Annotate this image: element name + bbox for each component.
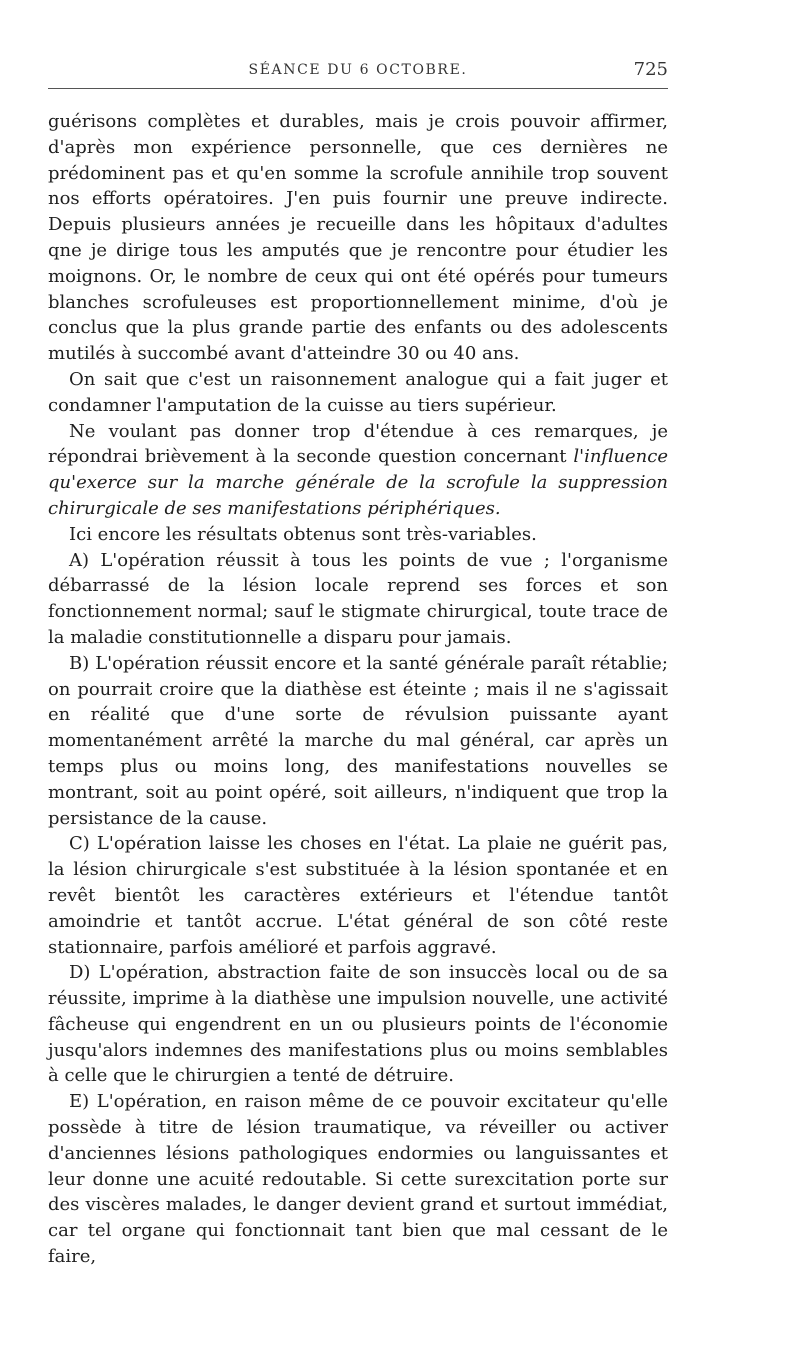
paragraph-results-variable: Ici encore les résultats obtenus sont très-variables. <box>69 523 537 545</box>
paragraph-case-b: B) L'opération réussit encore et la santé générale paraît rétablie; on pourrait croire que la diathèse est éteinte ; mais il ne s'agissait en réalité que d'une sorte de révulsion puissante ayant momentanément arrêté la marche du mal général, car après un temps plus ou moins long, des manifestations nouvelles se montrant, soit au point opéré, soit ailleurs, n'indiquent que trop la persistance de la cause. <box>48 652 668 829</box>
page-number: 725 <box>633 59 668 80</box>
paragraph-second-question <box>48 419 668 522</box>
paragraph-continuation: guérisons complètes et durables, mais je crois pouvoir affirmer, d'après mon expérience personnelle, que ces dernières ne prédominent pas et qu'en somme la scrofule annihile trop souvent nos efforts opératoires. J'en puis fournir une preuve indirecte. Depuis plusieurs années je recueille dans les hôpitaux d'adultes qne je dirige tous les amputés que je rencontre pour étudier les moignons. Or, le nombre de ceux qui ont été opérés pour tumeurs blanches scrofuleuses est proportionnellement minime, d'où je conclus que la plus grande partie des enfants ou des adolescents mutilés à succombé avant d'atteindre 30 ou 40 ans. <box>48 111 668 365</box>
italic-question-title: l'influence qu'exerce sur la marche générale de la scrofule la suppression chirurgicale de ses manifestations périphériques. <box>48 446 668 519</box>
paragraph-case-d: D) L'opération, abstraction faite de son insuccès local ou de sa réussite, imprime à la diathèse une impulsion nouvelle, une activité fâcheuse qui engendrent en un ou plusieurs points de l'économie jusqu'alors indemnes des manifestations plus ou moins semblables à celle que le chirurgien a tenté de détruire. <box>48 962 668 1087</box>
running-title: SÉANCE DU 6 OCTOBRE. <box>248 62 468 78</box>
book-page <box>48 58 668 1270</box>
paragraph-case-a: A) L'opération réussit à tous les points de vue ; l'organisme débarrassé de la lésion locale reprend ses forces et son fonctionnement normal; sauf le stigmate chirurgical, toute trace de la maladie constitutionnelle a disparu pour jamais. <box>48 549 668 648</box>
paragraph-case-c: C) L'opération laisse les choses en l'état. La plaie ne guérit pas, la lésion chirurgicale s'est substituée à la lésion spontanée et en revêt bientôt les caractères extérieurs et l'étendue tantôt amoindrie et tantôt accrue. L'état général de son côté reste stationnaire, parfois amélioré et parfois aggravé. <box>48 833 668 958</box>
paragraph-case-e: E) L'opération, en raison même de ce pouvoir excitateur qu'elle possède à titre de lésion traumatique, va réveiller ou activer d'anciennes lésions pathologiques endormies ou languissantes et leur donne une acuité redoutable. Si cette surexcitation porte sur des viscères malades, le danger devient grand et surtout immédiat, car tel organe qui fonctionnait tant bien que mal cessant de le faire, <box>48 1091 668 1268</box>
running-header <box>48 58 668 89</box>
body-text <box>48 109 668 1270</box>
paragraph-second-question-text: Ne voulant pas donner trop d'étendue à ces remarques, je répondrai brièvement à la seconde question concernant <box>48 420 668 468</box>
paragraph-amputation-reasoning: On sait que c'est un raisonnement analogue qui a fait juger et condamner l'amputation de la cuisse au tiers supérieur. <box>48 368 668 416</box>
